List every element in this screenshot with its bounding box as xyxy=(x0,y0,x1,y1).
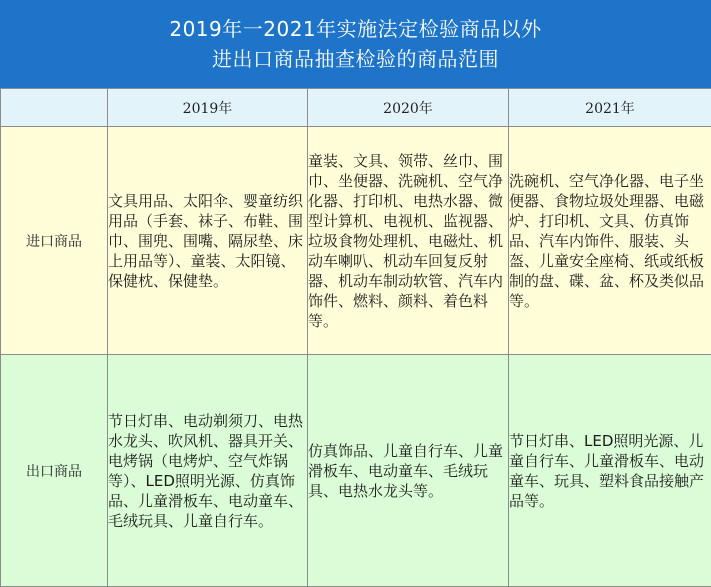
header-2020: 2020年 xyxy=(308,89,509,127)
import-goods-row xyxy=(1,127,711,355)
import-2019-cell: 文具用品、太阳伞、婴童纺织用品（手套、袜子、布鞋、围巾、围兜、围嘴、隔尿垫、床上用品等）、童装、太阳镜、保健枕、保健垫。 xyxy=(108,127,308,355)
header-row xyxy=(1,89,711,127)
export-goods-label: 出口商品 xyxy=(1,355,108,587)
scope-table xyxy=(0,88,711,587)
import-2021-cell: 洗碗机、空气净化器、电子坐便器、食物垃圾处理器、电磁炉、打印机、文具、仿真饰品、汽车内饰件、服装、头盔、儿童安全座椅、纸或纸板制的盘、碟、盆、杯及类似品等。 xyxy=(509,127,711,355)
header-2021: 2021年 xyxy=(509,89,711,127)
export-2021-cell: 节日灯串、LED照明光源、儿童自行车、儿童滑板车、电动童车、玩具、塑料食品接触产品等。 xyxy=(509,355,711,587)
export-2020-cell: 仿真饰品、儿童自行车、儿童滑板车、电动童车、毛绒玩具、电热水龙头等。 xyxy=(308,355,509,587)
import-2020-cell: 童装、文具、领带、丝巾、围巾、坐便器、洗碗机、空气净化器、打印机、电热水器、微型计算机、电视机、监视器、垃圾食物处理机、电磁灶、机动车喇叭、机动车回复反射器、机动车制动软管、汽车内饰件、燃料、颜料、着色料等。 xyxy=(308,127,509,355)
title-line-2: 进出口商品抽查检验的商品范围 xyxy=(212,44,499,74)
import-goods-label: 进口商品 xyxy=(1,127,108,355)
header-corner-cell xyxy=(1,89,108,127)
export-2019-cell: 节日灯串、电动剃须刀、电热水龙头、吹风机、器具开关、电烤锅（电烤炉、空气炸锅等）、LED照明光源、仿真饰品、儿童滑板车、电动童车、毛绒玩具、儿童自行车。 xyxy=(108,355,308,587)
export-goods-row xyxy=(1,355,711,587)
title-line-1: 2019年一2021年实施法定检验商品以外 xyxy=(169,14,541,44)
header-2019: 2019年 xyxy=(108,89,308,127)
title-banner xyxy=(0,0,711,88)
